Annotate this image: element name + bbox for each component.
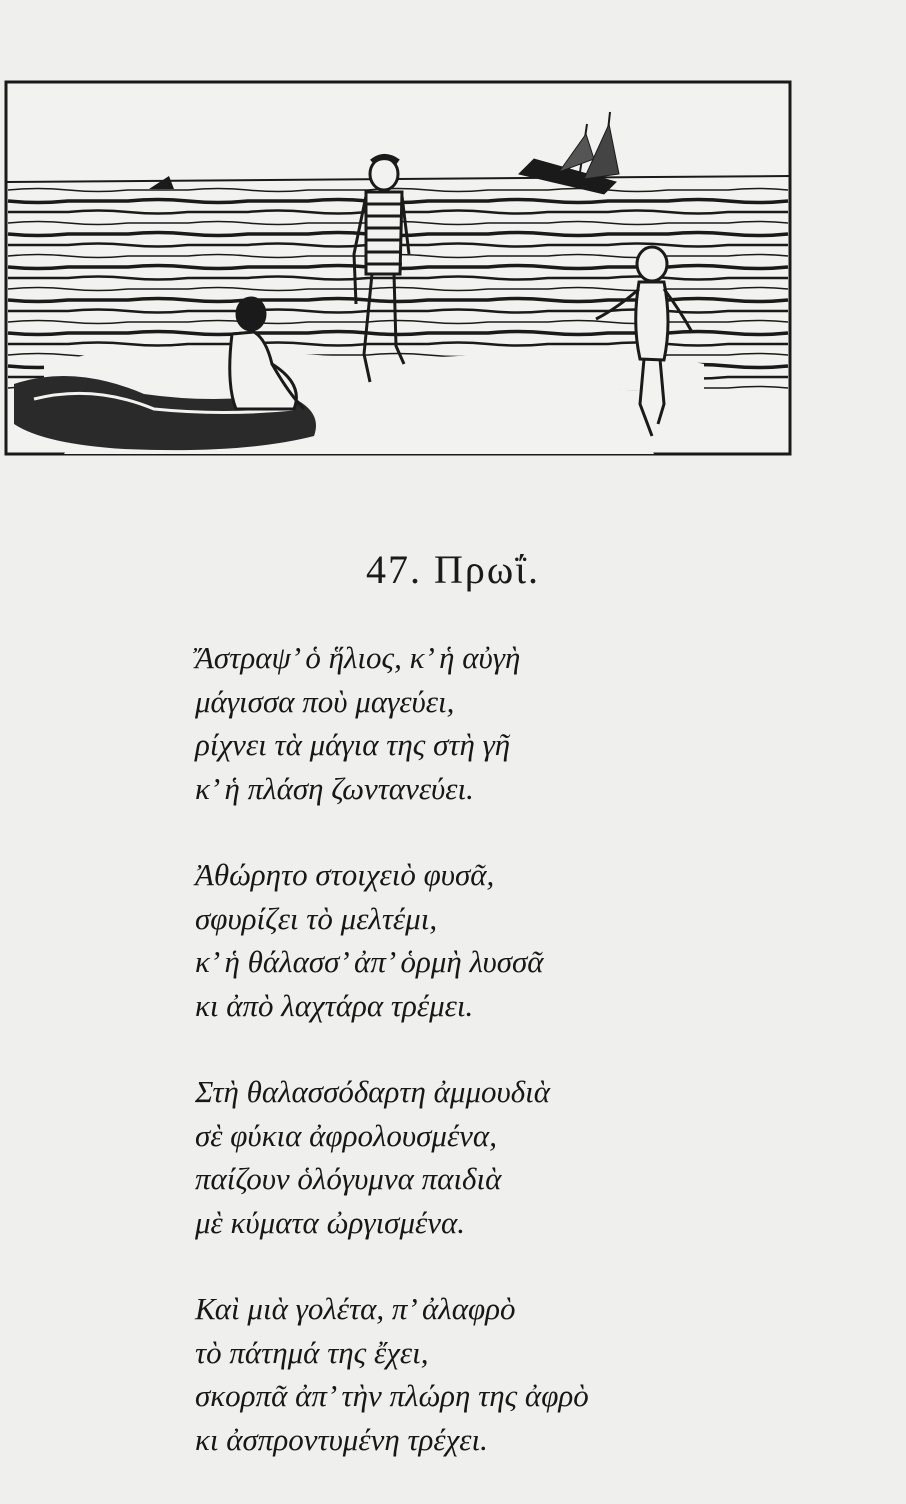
verse-line: κι ἀσπροντυμένη τρέχει. — [195, 1421, 488, 1457]
verse-line: μὲ κύματα ὠργισμένα. — [195, 1204, 466, 1240]
verse-line: ρίχνει τὰ μάγια της στὴ γῆ — [195, 727, 511, 762]
verse-line: παίζουν ὁλόγυμνα παιδιὰ — [195, 1161, 502, 1196]
stanza — [195, 1070, 815, 1244]
verse-line: κι ἀπὸ λαχτάρα τρέμει. — [195, 987, 474, 1023]
verse-line: σκορπᾶ ἀπ’ τὴν πλώρη της ἀφρὸ — [195, 1378, 589, 1413]
verse-line: κ’ ἡ θάλασσ’ ἀπ’ ὁρμὴ λυσσᾶ — [195, 944, 544, 979]
verse-line: τὸ πάτημά της ἔχει, — [195, 1334, 429, 1370]
beach-scene-icon — [4, 64, 792, 456]
verse-line: Καὶ μιὰ γολέτα, π’ ἀλαφρὸ — [195, 1291, 516, 1326]
poem-body — [195, 636, 815, 1504]
stanza — [195, 1287, 815, 1461]
stanza — [195, 636, 815, 810]
stanza — [195, 853, 815, 1027]
verse-line: Στὴ θαλασσόδαρτη ἀμμουδιὰ — [195, 1074, 551, 1109]
verse-line: κ’ ἡ πλάση ζωντανεύει. — [195, 770, 474, 806]
beach-scene-illustration — [4, 64, 792, 456]
verse-line: σὲ φύκια ἀφρολουσμένα, — [195, 1117, 497, 1153]
poem-title: 47. Πρωΐ. — [366, 547, 540, 592]
verse-line: μάγισσα ποὺ μαγεύει, — [195, 683, 455, 719]
verse-line: σφυρίζει τὸ μελτέμι, — [195, 900, 438, 936]
verse-line: Ἀθώρητο στοιχειὸ φυσᾶ, — [195, 857, 495, 892]
verse-line: Ἄστραψ’ ὁ ἥλιος, κ’ ἡ αὐγὴ — [195, 640, 521, 675]
